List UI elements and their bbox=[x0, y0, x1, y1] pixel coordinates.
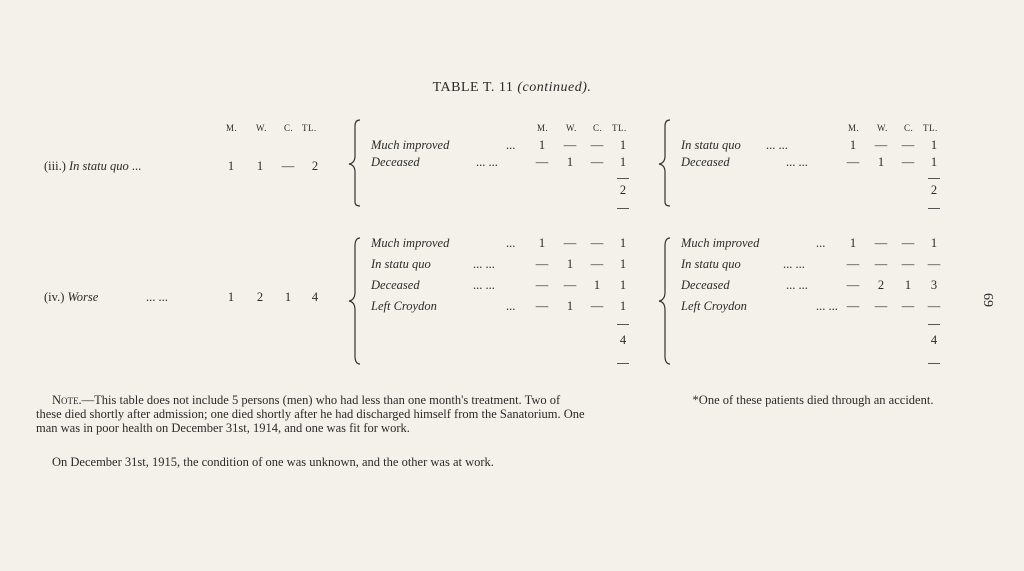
row-iv-right-2-tl: — bbox=[927, 257, 941, 271]
row-iv-right-dots-3: ... ... bbox=[786, 278, 808, 292]
row-iv-right-line-1 bbox=[681, 236, 826, 251]
note-body-1: —This table does not include 5 persons (men) who had less than one month's treatment. Two of these died shortly after admission; one died shortly after he had discharged himself from the Sanatorium. One man was in poor health on December 31st, 1914, and one was fit for work. bbox=[36, 393, 585, 435]
right-col-header-w: W. bbox=[877, 123, 888, 133]
row-iv-mid-2-c: — bbox=[590, 257, 604, 271]
footnote: *One of these patients died through an accident. bbox=[692, 393, 934, 407]
row-iii-right-label-2: Deceased bbox=[681, 155, 730, 169]
row-iv-right-3-m: — bbox=[846, 278, 860, 292]
row-iv-right-dots-4: ... ... bbox=[816, 299, 838, 313]
row-iv-right-brace bbox=[656, 236, 672, 366]
col-header-tl: TL. bbox=[302, 123, 317, 133]
row-iv-mid-dots-4: ... bbox=[506, 299, 516, 313]
row-iii-w: 1 bbox=[256, 159, 264, 173]
row-iii-mid-1-tl: 1 bbox=[619, 138, 627, 152]
row-iii-mid-dots-1: ... bbox=[506, 138, 516, 152]
row-iii-dots: ... bbox=[131, 159, 142, 173]
row-iv-mid-1-c: — bbox=[590, 236, 604, 250]
row-iv-mid-4-c: — bbox=[590, 299, 604, 313]
row-iii-mid-total: 2 bbox=[619, 183, 627, 197]
row-iv-mid-dots-3: ... ... bbox=[473, 278, 495, 292]
row-iv-right-3-tl: 3 bbox=[930, 278, 938, 292]
row-iv-right-3-c: 1 bbox=[904, 278, 912, 292]
row-iii-mid-brace bbox=[346, 118, 362, 208]
row-iv-right-rule-top bbox=[928, 324, 940, 325]
row-iii-tl: 2 bbox=[311, 159, 319, 173]
row-iii-mid-rule-top bbox=[617, 178, 629, 179]
row-iii-right-rule-top bbox=[928, 178, 940, 179]
row-iii-mid-line-1 bbox=[371, 138, 516, 153]
table-title bbox=[0, 80, 1024, 96]
row-iv-mid-3-tl: 1 bbox=[619, 278, 627, 292]
row-iv-tl: 4 bbox=[311, 290, 319, 304]
row-iv-mid-dots-2: ... ... bbox=[473, 257, 495, 271]
row-iv-right-4-m: — bbox=[846, 299, 860, 313]
mid-col-header-m: M. bbox=[537, 123, 549, 133]
row-iv-right-2-w: — bbox=[874, 257, 888, 271]
row-iv-mid-label-3: Deceased bbox=[371, 278, 420, 292]
row-iv-mid-label-4: Left Croydon bbox=[371, 299, 437, 313]
mid-col-header-tl: TL. bbox=[612, 123, 627, 133]
row-iv-mid-2-tl: 1 bbox=[619, 257, 627, 271]
row-iv-mid-3-m: — bbox=[535, 278, 549, 292]
note-lead: Note. bbox=[52, 393, 82, 407]
row-iv-number: (iv.) bbox=[44, 290, 65, 304]
row-iv-mid-label-2: In statu quo bbox=[371, 257, 431, 271]
row-iv-right-1-m: 1 bbox=[849, 236, 857, 250]
right-col-header-m: M. bbox=[848, 123, 860, 133]
row-iv-mid-1-m: 1 bbox=[538, 236, 546, 250]
row-iii-mid-rule-bottom bbox=[617, 208, 629, 209]
row-iv-mid-total: 4 bbox=[619, 333, 627, 347]
row-iv-mid-4-w: 1 bbox=[566, 299, 574, 313]
row-iii-right-line-2 bbox=[681, 155, 808, 170]
row-iii-right-2-c: — bbox=[901, 155, 915, 169]
row-iv-right-3-w: 2 bbox=[877, 278, 885, 292]
row-iii-mid-dots-2: ... ... bbox=[476, 155, 498, 169]
row-iii-right-dots-2: ... ... bbox=[786, 155, 808, 169]
row-iv-right-1-c: — bbox=[901, 236, 915, 250]
row-iii-right-label-1: In statu quo bbox=[681, 138, 741, 152]
row-iii-text: In statu quo bbox=[69, 159, 129, 173]
row-iv-right-line-3 bbox=[681, 278, 808, 293]
col-header-c: C. bbox=[284, 123, 294, 133]
row-iii-right-brace bbox=[656, 118, 672, 208]
row-iii-mid-2-m: — bbox=[535, 155, 549, 169]
table-title-suffix: (continued). bbox=[517, 80, 592, 95]
page-number: 69 bbox=[980, 293, 995, 307]
row-iii-mid-line-2 bbox=[371, 155, 498, 170]
row-iv-right-label-4: Left Croydon bbox=[681, 299, 747, 313]
row-iv-m: 1 bbox=[227, 290, 235, 304]
row-iii-right-1-w: — bbox=[874, 138, 888, 152]
row-iv-dots: ... ... bbox=[146, 290, 168, 304]
row-iii-mid-label-2: Deceased bbox=[371, 155, 420, 169]
row-iv-mid-rule-bottom bbox=[617, 363, 629, 364]
row-iii-right-rule-bottom bbox=[928, 208, 940, 209]
row-iv-right-4-c: — bbox=[901, 299, 915, 313]
row-iv-right-4-tl: — bbox=[927, 299, 941, 313]
mid-col-header-c: C. bbox=[593, 123, 603, 133]
row-iii-mid-2-tl: 1 bbox=[619, 155, 627, 169]
row-iv-right-rule-bottom bbox=[928, 363, 940, 364]
row-iv-mid-line-3 bbox=[371, 278, 495, 293]
note-body-2: On December 31st, 1915, the condition of one was unknown, and the other was at work. bbox=[52, 455, 494, 469]
row-iii-right-total: 2 bbox=[930, 183, 938, 197]
note-paragraph-2 bbox=[36, 455, 586, 469]
row-iii-mid-1-m: 1 bbox=[538, 138, 546, 152]
row-iv-mid-brace bbox=[346, 236, 362, 366]
row-iii-right-line-1 bbox=[681, 138, 788, 153]
row-iii-right-1-c: — bbox=[901, 138, 915, 152]
row-iv-right-label-2: In statu quo bbox=[681, 257, 741, 271]
table-title-text: TABLE T. 11 bbox=[432, 80, 514, 95]
row-iv-right-label-1: Much improved bbox=[681, 236, 760, 250]
row-iv-right-label-3: Deceased bbox=[681, 278, 730, 292]
row-iv-right-2-m: — bbox=[846, 257, 860, 271]
row-iv-mid-3-w: — bbox=[563, 278, 577, 292]
row-iv-mid-line-4 bbox=[371, 299, 516, 314]
row-iv-mid-3-c: 1 bbox=[593, 278, 601, 292]
row-iv-w: 2 bbox=[256, 290, 264, 304]
row-iii-mid-2-c: — bbox=[590, 155, 604, 169]
right-col-header-c: C. bbox=[904, 123, 914, 133]
row-iii-c: — bbox=[281, 159, 295, 173]
row-iv-mid-rule-top bbox=[617, 324, 629, 325]
row-iv-mid-line-1 bbox=[371, 236, 516, 251]
mid-col-header-w: W. bbox=[566, 123, 577, 133]
row-iv-mid-2-w: 1 bbox=[566, 257, 574, 271]
row-iv-right-dots-2: ... ... bbox=[783, 257, 805, 271]
col-header-w: W. bbox=[256, 123, 267, 133]
row-iv-right-line-2 bbox=[681, 257, 805, 272]
row-iii-mid-1-w: — bbox=[563, 138, 577, 152]
row-iii-right-1-tl: 1 bbox=[930, 138, 938, 152]
row-iv-right-line-4 bbox=[681, 299, 838, 314]
row-iv-right-dots-1: ... bbox=[816, 236, 826, 250]
row-iii-mid-2-w: 1 bbox=[566, 155, 574, 169]
row-iii-number: (iii.) bbox=[44, 159, 66, 173]
row-iv-mid-1-w: — bbox=[563, 236, 577, 250]
row-iv-right-4-w: — bbox=[874, 299, 888, 313]
row-iv-mid-label-1: Much improved bbox=[371, 236, 450, 250]
row-iv-right-total: 4 bbox=[930, 333, 938, 347]
row-iv-c: 1 bbox=[284, 290, 292, 304]
col-header-m: M. bbox=[226, 123, 238, 133]
right-col-header-tl: TL. bbox=[923, 123, 938, 133]
row-iii-right-2-tl: 1 bbox=[930, 155, 938, 169]
row-iv-mid-line-2 bbox=[371, 257, 495, 272]
row-iv-right-2-c: — bbox=[901, 257, 915, 271]
row-iv-label bbox=[44, 290, 168, 305]
row-iv-mid-1-tl: 1 bbox=[619, 236, 627, 250]
row-iv-mid-4-tl: 1 bbox=[619, 299, 627, 313]
note-paragraph-1 bbox=[36, 393, 586, 435]
row-iii-right-2-m: — bbox=[846, 155, 860, 169]
row-iii-right-dots-1: ... ... bbox=[766, 138, 788, 152]
row-iv-mid-2-m: — bbox=[535, 257, 549, 271]
row-iii-label bbox=[44, 159, 141, 174]
row-iv-text: Worse bbox=[67, 290, 99, 304]
row-iv-mid-dots-1: ... bbox=[506, 236, 516, 250]
row-iv-right-1-w: — bbox=[874, 236, 888, 250]
row-iii-right-1-m: 1 bbox=[849, 138, 857, 152]
row-iii-m: 1 bbox=[227, 159, 235, 173]
row-iv-right-1-tl: 1 bbox=[930, 236, 938, 250]
row-iii-mid-1-c: — bbox=[590, 138, 604, 152]
row-iii-mid-label-1: Much improved bbox=[371, 138, 450, 152]
row-iii-right-2-w: 1 bbox=[877, 155, 885, 169]
row-iv-mid-4-m: — bbox=[535, 299, 549, 313]
